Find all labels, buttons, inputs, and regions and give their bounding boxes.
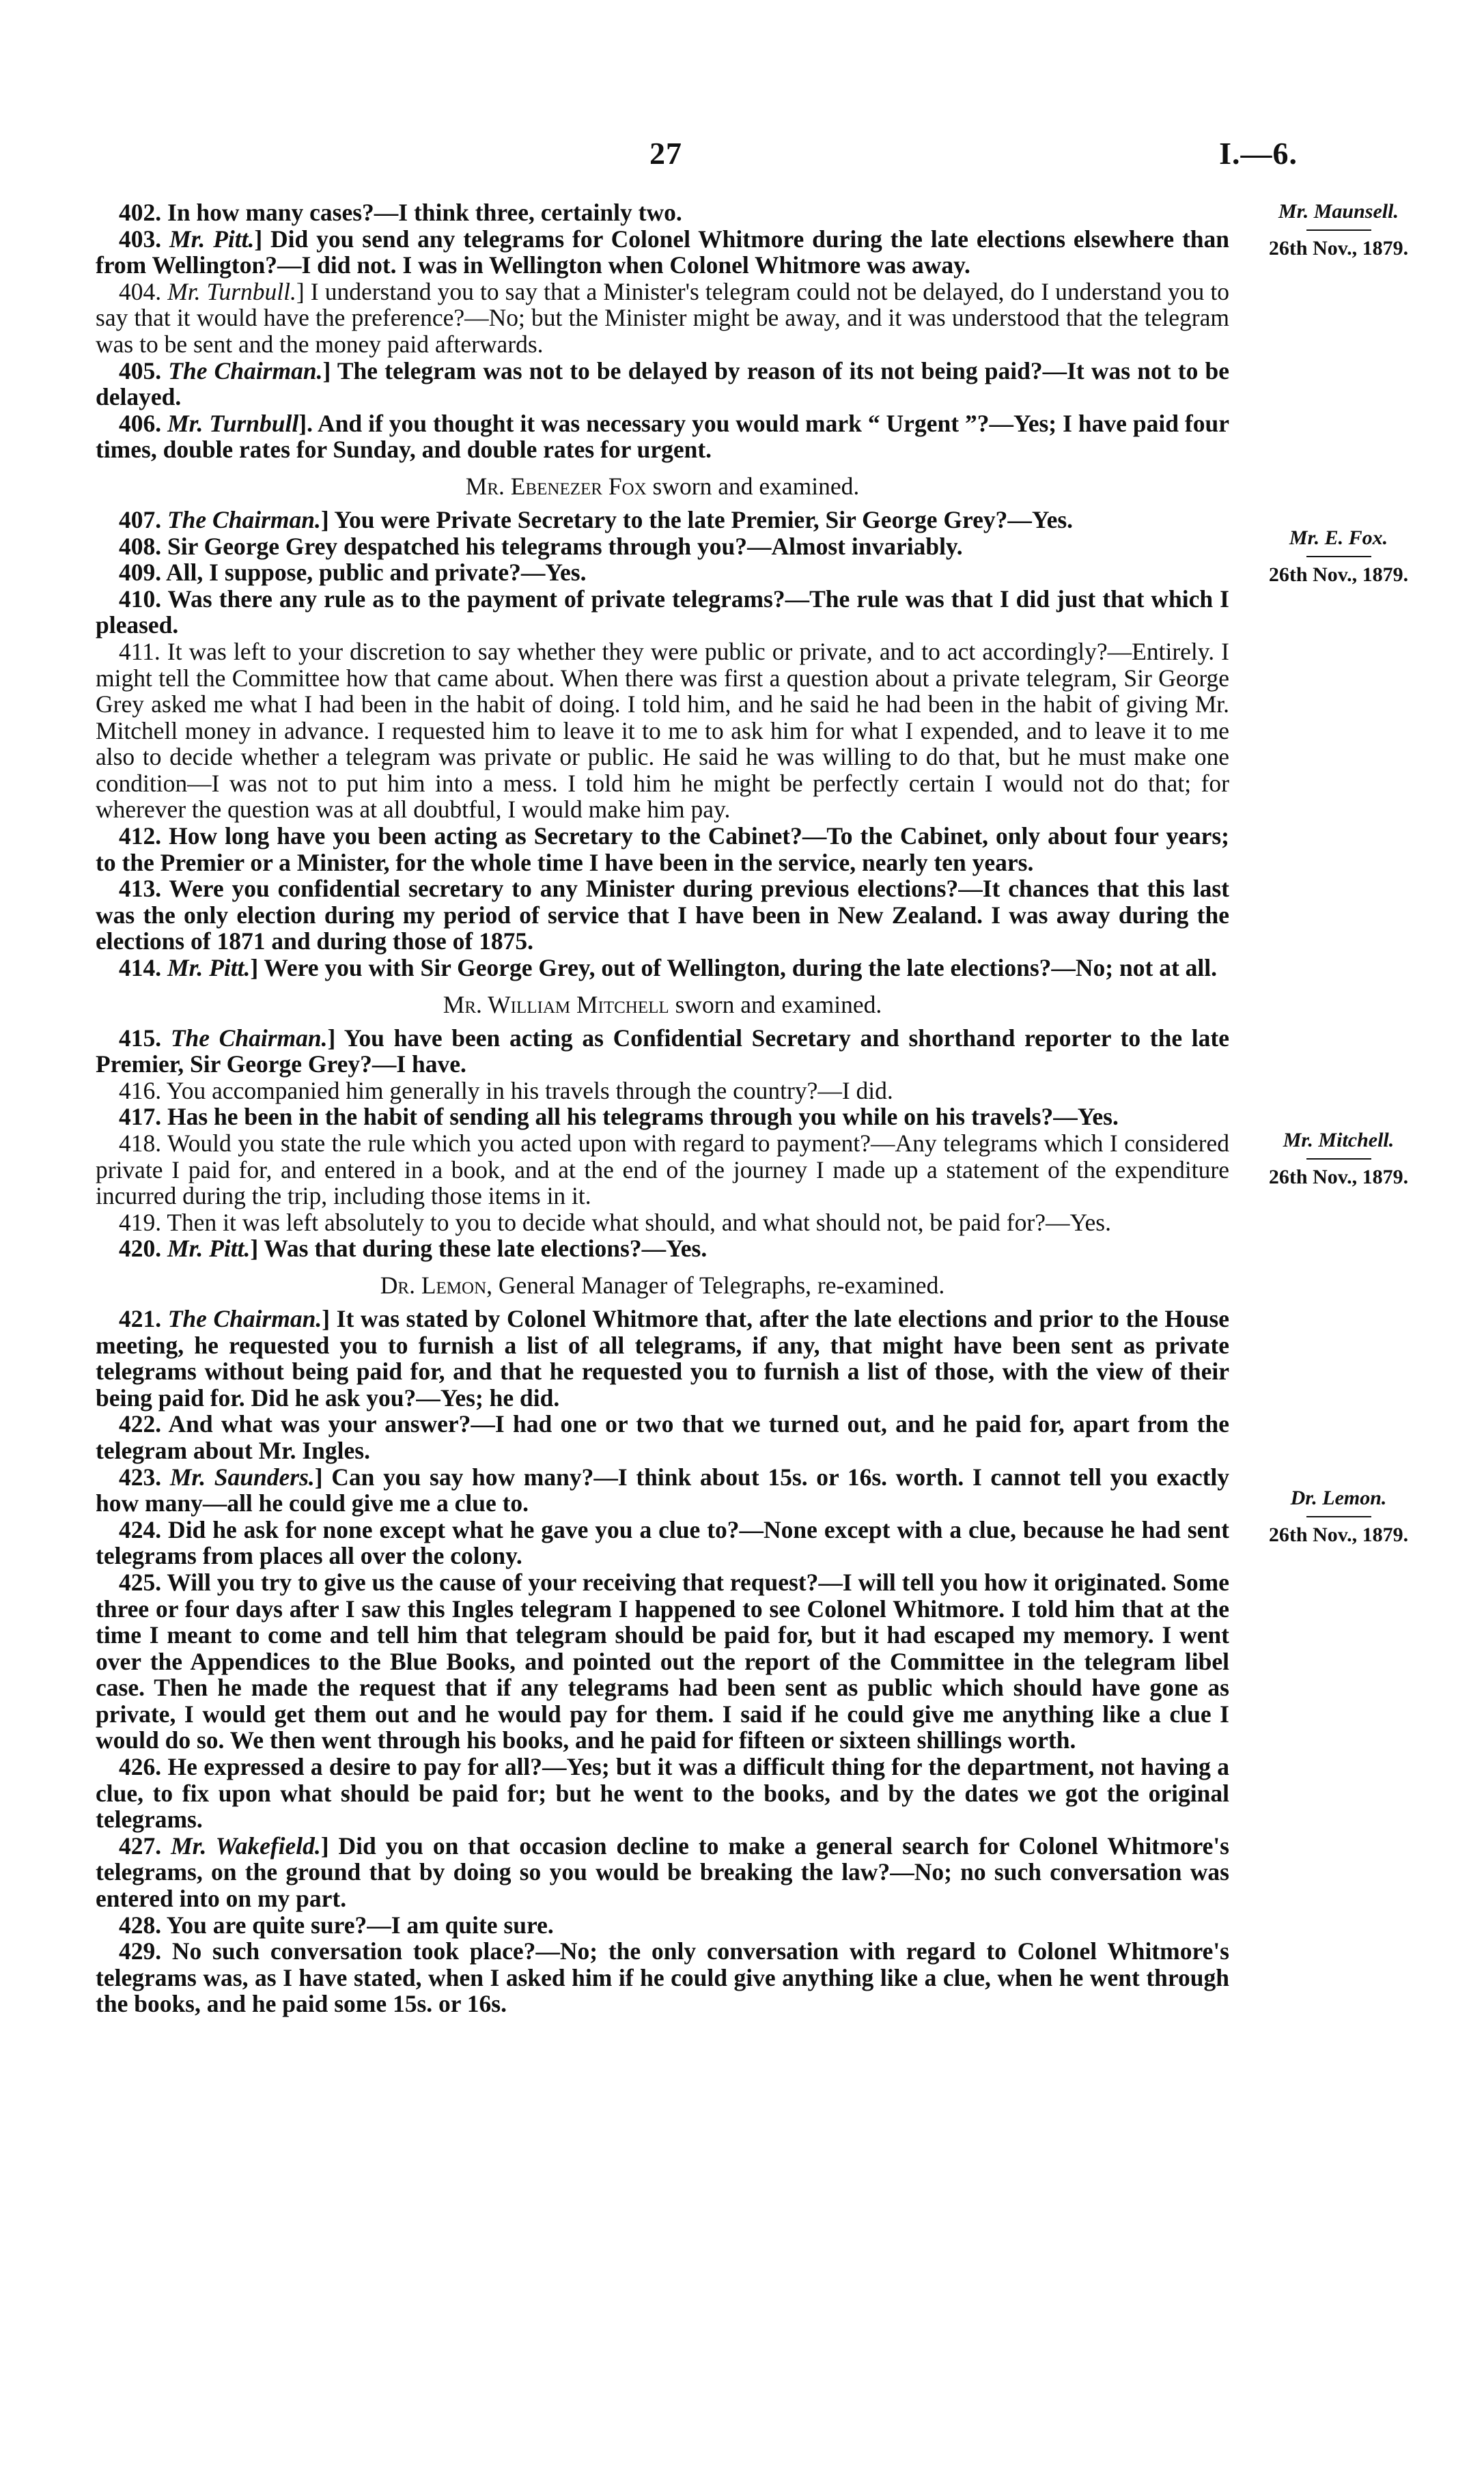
paper-code: I.—6. (1219, 136, 1298, 171)
heading-text: sworn and examined. (669, 990, 882, 1018)
question-number: 423. (119, 1463, 162, 1491)
question-number: 415. (119, 1024, 162, 1052)
sidenote-mitchell (1243, 1128, 1434, 1190)
paragraph-427 (96, 1833, 1229, 1912)
question-number: 406. (119, 409, 162, 437)
question-text: ]. And if you thought it was necessary you would mark “ Urgent ”?—Yes; I have paid four times, double rates for Sunday, and double rates for urgent. (96, 409, 1229, 464)
paragraph-410: 410. Was there any rule as to the payment of private telegrams?—The rule was that I did just that which I pleased. (96, 585, 1229, 639)
speaker: Mr. Saunders. (169, 1463, 315, 1491)
question-number: 414. (119, 954, 162, 982)
speaker: The Chairman. (167, 505, 321, 533)
question-text: ] Can you say how many?—I think about 15s. or 16s. worth. I cannot tell you exactly how many—all he could give me a clue to. (96, 1463, 1230, 1517)
paragraph-411: 411. It was left to your discretion to say whether they were public or private, and to act accordingly?—Entirely. I might tell the Committee how that came about. When there was first a question about a private telegram, Sir George Grey asked me what I had been in the habit of doing. I told him, and he said he had been in the habit of giving Mr. Mitchell money in advance. I requested him to leave it to me to ask him for what I expended, and to leave it to me also to decide whether a telegram was private or public. He said he was willing to do that, but he must make one condition—I was not to put him into a mess. I told him he might be perfectly certain I would not do that; for wherever the question was at all doubtful, I would make him pay. (96, 637, 1229, 824)
paragraph-413: 413. Were you confidential secretary to any Minister during previous elections?—It chances that this last was the only election during my period of service that I have been in New Zealand. I was away during the elections of 1871 and during those of 1875. (96, 875, 1229, 955)
paragraph-412: 412. How long have you been acting as Secretary to the Cabinet?—To the Cabinet, only about four years; to the Premier or a Minister, for the whole time I have been in the service, nearly ten years. (96, 822, 1229, 876)
speaker: Mr. Turnbull (167, 409, 299, 437)
paragraph-424: 424. Did he ask for none except what he gave you a clue to?—None except with a clue, because he had sent telegrams from places all over the colony. (96, 1515, 1229, 1570)
page-number: 27 (649, 136, 682, 171)
witness-name: Dr. Lemon (380, 1271, 487, 1299)
paragraph-425: 425. Will you try to give us the cause of your receiving that request?—I will tell you how it originated. Some three or four days after I saw this Ingles telegram I happened to see Colonel Whitmore. I told him that at the time I meant to come and tell him that telegram should be paid for, but it had escaped my memory. I went over the Appendices to the Blue Books, and pointed out the report of the Committee in the telegram libel case. Then he made the request that if any telegrams had been sent as public which should have gone as private, I would get them out and he would pay for them. I said if he could give me anything like a clue I would do so. We then went through his books, and he paid for fifteen or sixteen shillings worth. (96, 1568, 1229, 1754)
question-number: 427. (119, 1832, 162, 1860)
speaker: Mr. Pitt. (167, 954, 251, 982)
question-text: ] Were you with Sir George Grey, out of Wellington, during the late elections?—No; not at all. (250, 954, 1217, 982)
paragraph-409: 409. All, I suppose, public and private?—Yes. (119, 559, 587, 587)
sidenote-name: Mr. E. Fox. (1289, 527, 1388, 549)
speaker: The Chairman. (170, 1024, 328, 1052)
question-text: ] The telegram was not to be delayed by reason of its not being paid?—It was not to be delayed. (96, 356, 1229, 411)
speaker: Mr. Turnbull. (167, 277, 296, 305)
paragraph-407 (96, 507, 1229, 533)
question-number: 420. (119, 1235, 162, 1263)
question-number: 407. (119, 505, 162, 533)
paragraph-414 (96, 955, 1229, 981)
question-number: 404. (119, 277, 162, 305)
paragraph-419: 419. Then it was left absolutely to you to decide what should, and what should not, be paid for?—Yes. (119, 1208, 1111, 1236)
section-heading-fox (96, 471, 1229, 501)
question-text: ] You have been acting as Confidential Secretary and shorthand reporter to the late Premier, Sir George Grey?—I have. (96, 1024, 1229, 1078)
paragraph-428: 428. You are quite sure?—I am quite sure. (119, 1911, 554, 1939)
question-text: ] Did you send any telegrams for Colonel Whitmore during the late elections elsewhere than from Wellington?—I did not. I was in Wellington when Colonel Whitmore was away. (96, 225, 1230, 279)
sidenote-name: Dr. Lemon. (1290, 1487, 1387, 1509)
main-text (96, 199, 1229, 2017)
paragraph-416: 416. You accompanied him generally in his travels through the country?—I did. (119, 1076, 893, 1104)
speaker: Mr. Pitt. (167, 1235, 251, 1263)
paragraph-404 (96, 279, 1229, 358)
sidenote-maunsell (1243, 199, 1434, 261)
paragraph-403 (96, 226, 1229, 279)
sidenote-name: Mr. Mitchell. (1283, 1129, 1395, 1151)
section-heading-lemon (96, 1270, 1229, 1300)
sidenote-date: 26th Nov., 1879. (1268, 563, 1409, 586)
speaker: The Chairman. (168, 356, 323, 384)
paragraph-423 (96, 1464, 1229, 1517)
paragraph-421 (96, 1306, 1229, 1411)
sidenote-rule (1306, 556, 1371, 557)
question-text: ] You were Private Secretary to the late Premier, Sir George Grey?—Yes. (320, 505, 1074, 533)
paragraph-402: 402. In how many cases?—I think three, certainly two. (119, 199, 682, 226)
sidenote-rule (1306, 229, 1371, 231)
witness-name: Mr. William Mitchell (443, 990, 669, 1018)
witness-name: Mr. Ebenezer Fox (465, 472, 647, 500)
sidenote-name: Mr. Maunsell. (1278, 200, 1399, 223)
question-number: 403. (119, 225, 162, 253)
paragraph-429: 429. No such conversation took place?—No; the only conversation with regard to Colonel Whitmore's telegrams was, as I have stated, when I asked him if he could give anything like a clue, when he went through the books, and he paid some 15s. or 16s. (96, 1937, 1229, 2018)
question-text: ] Was that during these late elections?—Yes. (250, 1235, 708, 1263)
question-text: ] Did you on that occasion decline to make a general search for Colonel Whitmore's telegrams, on the ground that by doing so you would be breaking the law?—No; no such conversation was entered into on my part. (96, 1832, 1229, 1913)
question-text: ] It was stated by Colonel Whitmore that, after the late elections and prior to the House meeting, he requested you to furnish a list of all telegrams, if any, that might have been sent as private telegrams without being paid for, and that he requested you to furnish a list of those, with the view of their being paid for. Did he ask you?—Yes; he did. (96, 1304, 1229, 1412)
sidenote-rule (1306, 1158, 1371, 1160)
heading-text: , General Manager of Telegraphs, re-examined. (486, 1271, 945, 1299)
section-heading-mitchell (96, 990, 1229, 1020)
sidenote-date: 26th Nov., 1879. (1268, 1166, 1409, 1188)
speaker: The Chairman. (167, 1304, 322, 1332)
heading-text: sworn and examined. (646, 472, 860, 500)
speaker: Mr. Wakefield. (171, 1832, 321, 1860)
paragraph-418: 418. Would you state the rule which you acted upon with regard to payment?—Any telegrams which I considered private I paid for, and entered in a book, and at the end of the journey I made up a statement of the expenditure incurred during the trip, including those items in it. (96, 1130, 1229, 1210)
sidenote-date: 26th Nov., 1879. (1268, 1524, 1409, 1546)
paragraph-417: 417. Has he been in the habit of sending all his telegrams through you while on his travels?—Yes. (119, 1103, 1119, 1131)
question-number: 405. (119, 356, 162, 384)
sidenote-lemon (1243, 1486, 1434, 1547)
speaker: Mr. Pitt. (169, 225, 255, 253)
paragraph-426: 426. He expressed a desire to pay for all?—Yes; but it was a difficult thing for the department, not having a clue, to fix upon what should be paid for; but he went to the books, and by the dates we got the original telegrams. (96, 1753, 1229, 1834)
question-number: 421. (119, 1304, 162, 1332)
sidenote-rule (1306, 1516, 1371, 1517)
sidenote-fox (1243, 526, 1434, 587)
paragraph-415 (96, 1025, 1229, 1078)
paragraph-406 (96, 410, 1229, 463)
paragraph-408: 408. Sir George Grey despatched his telegrams through you?—Almost invariably. (119, 532, 963, 560)
sidenote-date: 26th Nov., 1879. (1268, 237, 1409, 260)
question-text: ] I understand you to say that a Minister's telegram could not be delayed, do I understand you to say that it would have the preference?—No; but the Minister might be away, and it was understood that the telegram was to be sent and the money paid afterwards. (96, 277, 1230, 358)
paragraph-420 (96, 1235, 1229, 1262)
paragraph-405 (96, 358, 1229, 410)
paragraph-422: 422. And what was your answer?—I had one or two that we turned out, and he paid for, apart from the telegram about Mr. Ingles. (96, 1410, 1229, 1464)
